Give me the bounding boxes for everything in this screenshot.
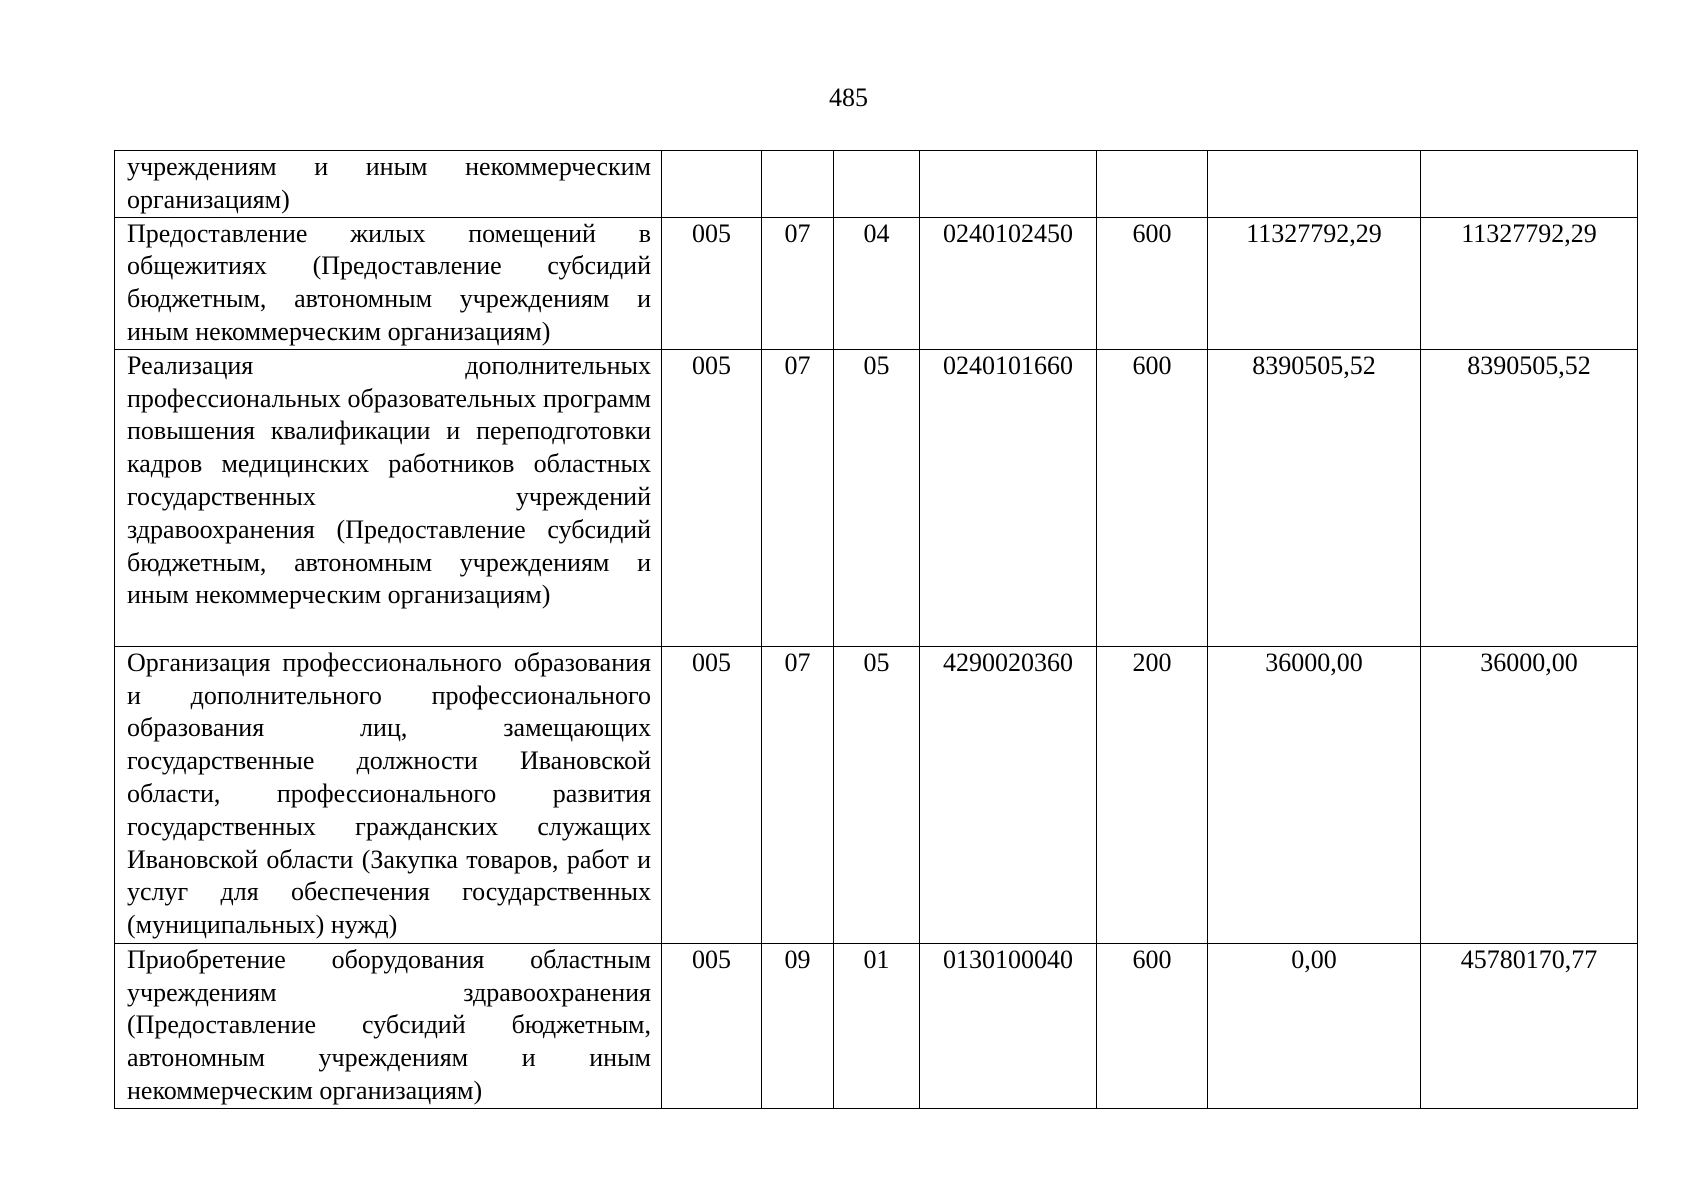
row-target-article: 0240101660 xyxy=(920,349,1097,646)
row-sum-year2: 45780170,77 xyxy=(1421,943,1638,1108)
row-section-code: 07 xyxy=(762,349,834,646)
table-row xyxy=(115,943,1638,1108)
row-section-code: 09 xyxy=(762,943,834,1108)
row-subsection-code: 01 xyxy=(834,943,920,1108)
page-number: 485 xyxy=(829,83,868,112)
row-expense-type xyxy=(1097,151,1208,218)
row-sum-year2: 36000,00 xyxy=(1421,646,1638,943)
row-sum-year1 xyxy=(1208,151,1421,218)
row-section-code: 07 xyxy=(762,646,834,943)
row-target-article: 4290020360 xyxy=(920,646,1097,943)
row-description: Организация профессионального образования и дополнительного профессионального образования лиц, замещающих государственные должности Ивановской области, профессионального развития государственных гражданских служащих Ивановской области (Закупка товаров, работ и услуг для обеспечения государственных (муниципальных) нужд) xyxy=(115,646,662,943)
row-expense-type: 600 xyxy=(1097,349,1208,646)
row-section-code xyxy=(762,151,834,218)
row-sum-year1: 8390505,52 xyxy=(1208,349,1421,646)
row-grbs-code: 005 xyxy=(662,943,762,1108)
row-grbs-code xyxy=(662,151,762,218)
row-sum-year1: 11327792,29 xyxy=(1208,217,1421,349)
row-description: учреждениям и иным некоммерческим организациям) xyxy=(115,151,662,218)
row-sum-year2: 8390505,52 xyxy=(1421,349,1638,646)
row-description: Приобретение оборудования областным учреждениям здравоохранения (Предоставление субсидий бюджетным, автономным учреждениям и иным некоммерческим организациям) xyxy=(115,943,662,1108)
row-sum-year2 xyxy=(1421,151,1638,218)
table-row xyxy=(115,349,1638,646)
row-grbs-code: 005 xyxy=(662,646,762,943)
row-target-article: 0240102450 xyxy=(920,217,1097,349)
row-target-article: 0130100040 xyxy=(920,943,1097,1108)
table-row xyxy=(115,646,1638,943)
row-subsection-code: 05 xyxy=(834,349,920,646)
row-subsection-code xyxy=(834,151,920,218)
row-grbs-code: 005 xyxy=(662,217,762,349)
row-sum-year2: 11327792,29 xyxy=(1421,217,1638,349)
row-description: Реализация дополнительных профессиональных образовательных программ повышения квалификации и переподготовки кадров медицинских работников областных государственных учреждений здравоохранения (Предоставление субсидий бюджетным, автономным учреждениям и иным некоммерческим организациям) xyxy=(115,349,662,646)
table-row xyxy=(115,217,1638,349)
row-subsection-code: 04 xyxy=(834,217,920,349)
row-sum-year1: 36000,00 xyxy=(1208,646,1421,943)
row-description: Предоставление жилых помещений в общежитиях (Предоставление субсидий бюджетным, автономным учреждениям и иным некоммерческим организациям) xyxy=(115,217,662,349)
row-grbs-code: 005 xyxy=(662,349,762,646)
row-expense-type: 600 xyxy=(1097,943,1208,1108)
row-expense-type: 600 xyxy=(1097,217,1208,349)
row-expense-type: 200 xyxy=(1097,646,1208,943)
row-sum-year1: 0,00 xyxy=(1208,943,1421,1108)
row-section-code: 07 xyxy=(762,217,834,349)
row-target-article xyxy=(920,151,1097,218)
row-subsection-code: 05 xyxy=(834,646,920,943)
budget-table xyxy=(114,150,1638,1109)
table-row xyxy=(115,151,1638,218)
